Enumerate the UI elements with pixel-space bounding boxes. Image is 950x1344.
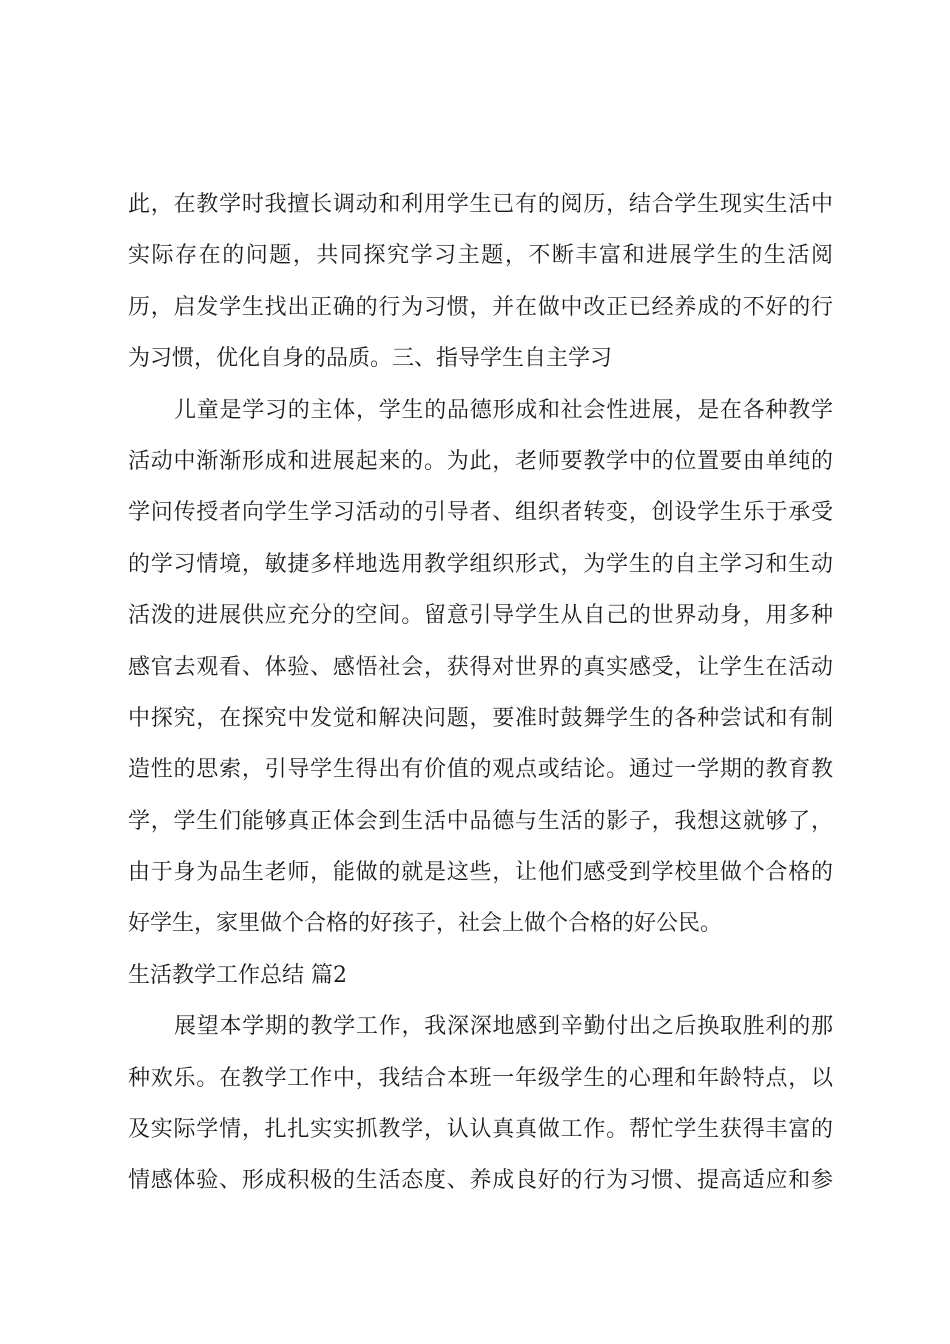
text-line-1: 此，在教学时我擅长调动和利用学生已有的阅历，结合学生现实生活中 xyxy=(128,192,833,217)
text-line-2: 实际存在的问题，共同探究学习主题，不断丰富和进展学生的生活阅 xyxy=(128,243,833,269)
text-line-18: 种欢乐。在教学工作中，我结合本班一年级学生的心理和年龄特点，以 xyxy=(128,1065,833,1091)
text-line-17: 展望本学期的教学工作，我深深地感到辛勤付出之后换取胜利的那 xyxy=(174,1014,833,1040)
text-line-14: 由于身为品生老师，能做的就是这些，让他们感受到学校里做个合格的 xyxy=(128,860,833,886)
text-line-10: 感官去观看、体验、感悟社会，获得对世界的真实感受，让学生在活动 xyxy=(128,654,833,680)
text-line-19: 及实际学情，扎扎实实抓教学，认认真真做工作。帮忙学生获得丰富的 xyxy=(128,1117,833,1143)
text-line-11: 中探究，在探究中发觉和解决问题，要准时鼓舞学生的各种尝试和有制 xyxy=(128,705,833,731)
text-line-15: 好学生，家里做个合格的好孩子，社会上做个合格的好公民。 xyxy=(128,911,723,937)
text-line-3: 历，启发学生找出正确的行为习惯，并在做中改正已经养成的不好的行 xyxy=(128,294,833,320)
text-line-7: 学问传授者向学生学习活动的引导者、组织者转变，创设学生乐于承受 xyxy=(128,500,833,526)
text-line-12: 造性的思索，引导学生得出有价值的观点或结论。通过一学期的教育教 xyxy=(128,757,833,783)
text-line-4: 为习惯，优化自身的品质。三、指导学生自主学习 xyxy=(128,346,613,372)
text-line-5: 儿童是学习的主体，学生的品德形成和社会性进展，是在各种教学 xyxy=(174,397,833,423)
text-line-13: 学，学生们能够真正体会到生活中品德与生活的影子，我想这就够了， xyxy=(128,808,833,834)
document-body xyxy=(128,185,833,1213)
text-line-20: 情感体验、形成积极的生活态度、养成良好的行为习惯、提高适应和参 xyxy=(128,1168,833,1194)
text-line-9: 活泼的进展供应充分的空间。留意引导学生从自己的世界动身，用多种 xyxy=(128,603,833,629)
text-line-6: 活动中渐渐形成和进展起来的。为此，老师要教学中的位置要由单纯的 xyxy=(128,448,833,474)
section-heading: 生活教学工作总结 篇2 xyxy=(128,962,347,988)
text-line-8: 的学习情境，敏捷多样地选用教学组织形式，为学生的自主学习和生动 xyxy=(128,551,833,577)
